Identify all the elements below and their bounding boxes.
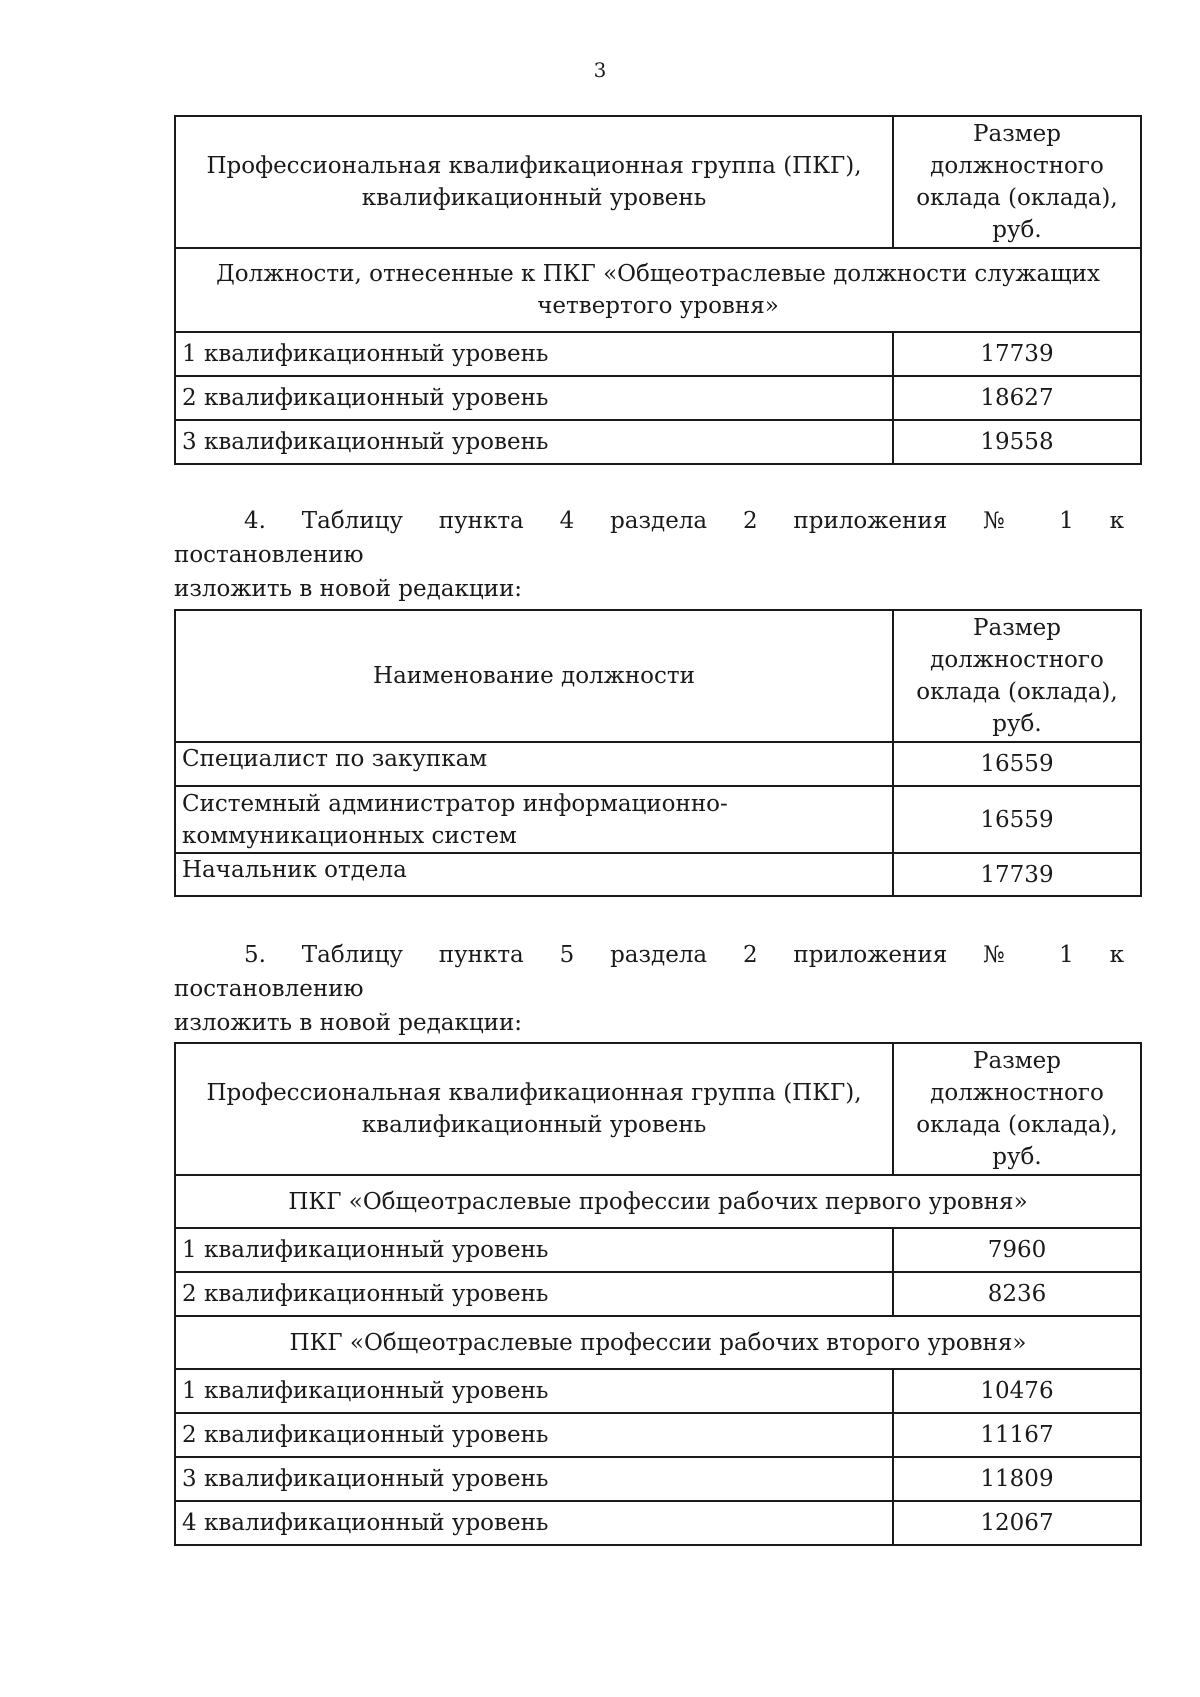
- table-row: [175, 1228, 1141, 1272]
- salary-value: 12067: [893, 1501, 1141, 1545]
- salary-value: 17739: [893, 332, 1141, 376]
- salary-value: 11167: [893, 1413, 1141, 1457]
- header-salary: Размер должностного оклада (оклада), руб.: [893, 116, 1141, 248]
- header-position: Наименование должности: [175, 610, 893, 742]
- level-name: 1 квалификационный уровень: [175, 1228, 893, 1272]
- page-number: 3: [593, 58, 607, 82]
- paragraph-5-line1: 5. Таблицу пункта 5 раздела 2 приложения № 1 к постановлению: [174, 942, 1124, 1002]
- table-row: [175, 1457, 1141, 1501]
- group-row: [175, 1316, 1141, 1369]
- header-pkg: Профессиональная квалификационная группа (ПКГ), квалификационный уровень: [175, 1043, 893, 1175]
- level-name: 3 квалификационный уровень: [175, 420, 893, 464]
- salary-value: 18627: [893, 376, 1141, 420]
- salary-table-3: [174, 1042, 1142, 1546]
- group-row: [175, 248, 1141, 332]
- table-row: [175, 853, 1141, 896]
- level-name: 1 квалификационный уровень: [175, 1369, 893, 1413]
- table-header-row: [175, 1043, 1141, 1175]
- position-name: Системный администратор информационно-коммуникационных систем: [175, 786, 893, 853]
- level-name: 2 квалификационный уровень: [175, 1272, 893, 1316]
- table-header-row: [175, 610, 1141, 742]
- header-pkg: Профессиональная квалификационная группа (ПКГ), квалификационный уровень: [175, 116, 893, 248]
- table-row: [175, 332, 1141, 376]
- paragraph-4-line1: 4. Таблицу пункта 4 раздела 2 приложения № 1 к постановлению: [174, 508, 1124, 568]
- header-salary: Размер должностного оклада (оклада), руб.: [893, 610, 1141, 742]
- table-row: [175, 786, 1141, 853]
- level-name: 2 квалификационный уровень: [175, 376, 893, 420]
- salary-value: 19558: [893, 420, 1141, 464]
- salary-value: 16559: [893, 742, 1141, 786]
- table-row: [175, 420, 1141, 464]
- group-title: ПКГ «Общеотраслевые профессии рабочих первого уровня»: [175, 1175, 1141, 1228]
- salary-value: 10476: [893, 1369, 1141, 1413]
- table-row: [175, 742, 1141, 786]
- salary-table-2: [174, 609, 1142, 897]
- salary-value: 16559: [893, 786, 1141, 853]
- position-name: Начальник отдела: [175, 853, 893, 896]
- level-name: 1 квалификационный уровень: [175, 332, 893, 376]
- position-name: Специалист по закупкам: [175, 742, 893, 786]
- salary-value: 8236: [893, 1272, 1141, 1316]
- table-row: [175, 376, 1141, 420]
- table-header-row: [175, 116, 1141, 248]
- level-name: 2 квалификационный уровень: [175, 1413, 893, 1457]
- group-title: Должности, отнесенные к ПКГ «Общеотраслевые должности служащих четвертого уровня»: [175, 248, 1141, 332]
- level-name: 4 квалификационный уровень: [175, 1501, 893, 1545]
- salary-table-1: [174, 115, 1142, 465]
- table-row: [175, 1501, 1141, 1545]
- level-name: 3 квалификационный уровень: [175, 1457, 893, 1501]
- table-row: [175, 1272, 1141, 1316]
- group-row: [175, 1175, 1141, 1228]
- salary-value: 7960: [893, 1228, 1141, 1272]
- salary-value: 17739: [893, 853, 1141, 896]
- table-row: [175, 1413, 1141, 1457]
- group-title: ПКГ «Общеотраслевые профессии рабочих второго уровня»: [175, 1316, 1141, 1369]
- salary-value: 11809: [893, 1457, 1141, 1501]
- table-row: [175, 1369, 1141, 1413]
- paragraph-4: [174, 504, 1124, 606]
- paragraph-5: [174, 938, 1124, 1040]
- paragraph-4-line2: изложить в новой редакции:: [174, 576, 523, 602]
- header-salary: Размер должностного оклада (оклада), руб.: [893, 1043, 1141, 1175]
- paragraph-5-line2: изложить в новой редакции:: [174, 1010, 523, 1036]
